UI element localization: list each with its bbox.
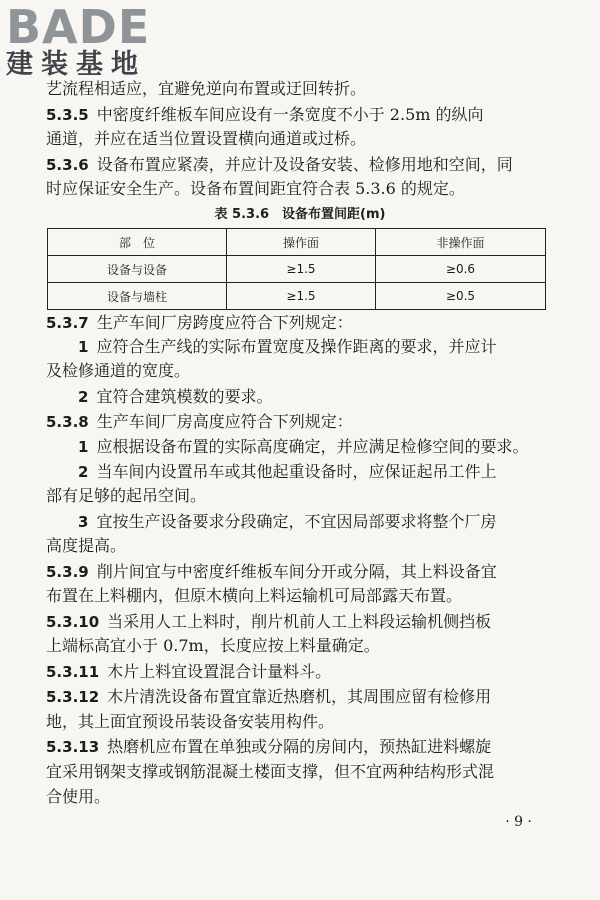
- table-caption: 表 5.3.6 设备布置间距(m): [214, 207, 386, 222]
- text-line: 艺流程相适应，宜避免逆向布置或迂回转折。: [46, 79, 367, 98]
- text-line: 地，其上面宜预设吊装设备安装用构件。: [46, 712, 335, 731]
- table-cell: ≥0.6: [376, 256, 546, 283]
- text-line: 布置在上料棚内，但原木横向上料运输机可局部露天布置。: [46, 586, 463, 605]
- table-cell: 设备与设备: [48, 256, 227, 283]
- page-number: · 9 ·: [505, 814, 532, 830]
- text-line: 高度提高。: [46, 536, 127, 555]
- list-item: 3 宜按生产设备要求分段确定，不宜因局部要求将整个厂房: [78, 512, 497, 531]
- clause-5-3-12: 5.3.12 木片清洗设备布置宜靠近热磨机，其周围应留有检修用: [46, 687, 492, 706]
- list-item: 1 应符合生产线的实际布置宽度及操作距离的要求，并应计: [78, 337, 497, 356]
- text-line: 上端标高宜小于 0.7m，长度应按上料量确定。: [46, 636, 380, 655]
- clause-5-3-9: 5.3.9 削片间宜与中密度纤维板车间分开或分隔，其上料设备宜: [46, 562, 497, 581]
- table-header: 非操作面: [376, 229, 546, 256]
- table-cell: ≥1.5: [227, 256, 376, 283]
- spacing-table: [47, 228, 546, 310]
- list-item: 2 当车间内设置吊车或其他起重设备时，应保证起吊工件上: [78, 462, 497, 481]
- logo-sub-text: 建装基地: [6, 49, 146, 80]
- clause-5-3-11: 5.3.11 木片上料宜设置混合计量料斗。: [46, 662, 332, 681]
- list-item: 1 应根据设备布置的实际高度确定，并应满足检修空间的要求。: [78, 437, 529, 456]
- clause-5-3-7: 5.3.7 生产车间厂房跨度应符合下列规定：: [46, 313, 353, 332]
- clause-5-3-10: 5.3.10 当采用人工上料时，削片机前人工上料段运输机侧挡板: [46, 612, 492, 631]
- clause-5-3-6: 5.3.6 设备布置应紧凑，并应计及设备安装、检修用地和空间，同: [46, 155, 513, 174]
- table-cell: ≥0.5: [376, 283, 546, 310]
- table-header: 部 位: [48, 229, 227, 256]
- logo: [6, 0, 186, 80]
- table-cell: ≥1.5: [227, 283, 376, 310]
- list-item: 2 宜符合建筑模数的要求。: [78, 387, 273, 406]
- table-cell: 设备与墙柱: [48, 283, 227, 310]
- text-line: 通道，并应在适当位置设置横向通道或过桥。: [46, 129, 367, 148]
- clause-5-3-5: 5.3.5 中密度纤维板车间应设有一条宽度不小于 2.5m 的纵向: [46, 105, 484, 124]
- text-line: 部有足够的起吊空间。: [46, 486, 207, 505]
- text-line: 时应保证安全生产。设备布置间距宜符合表 5.3.6 的规定。: [46, 179, 465, 198]
- table-header-row: [48, 229, 546, 256]
- text-line: 宜采用钢架支撑或钢筋混凝土楼面支撑，但不宜两种结构形式混: [46, 762, 495, 781]
- text-line: 合使用。: [46, 787, 111, 806]
- table-row: [48, 256, 546, 283]
- logo-main-text: BADE: [6, 0, 151, 54]
- table-row: [48, 283, 546, 310]
- clause-5-3-13: 5.3.13 热磨机应布置在单独或分隔的房间内，预热缸进料螺旋: [46, 737, 492, 756]
- table-header: 操作面: [227, 229, 376, 256]
- clause-5-3-8: 5.3.8 生产车间厂房高度应符合下列规定：: [46, 412, 353, 431]
- text-line: 及检修通道的宽度。: [46, 361, 191, 380]
